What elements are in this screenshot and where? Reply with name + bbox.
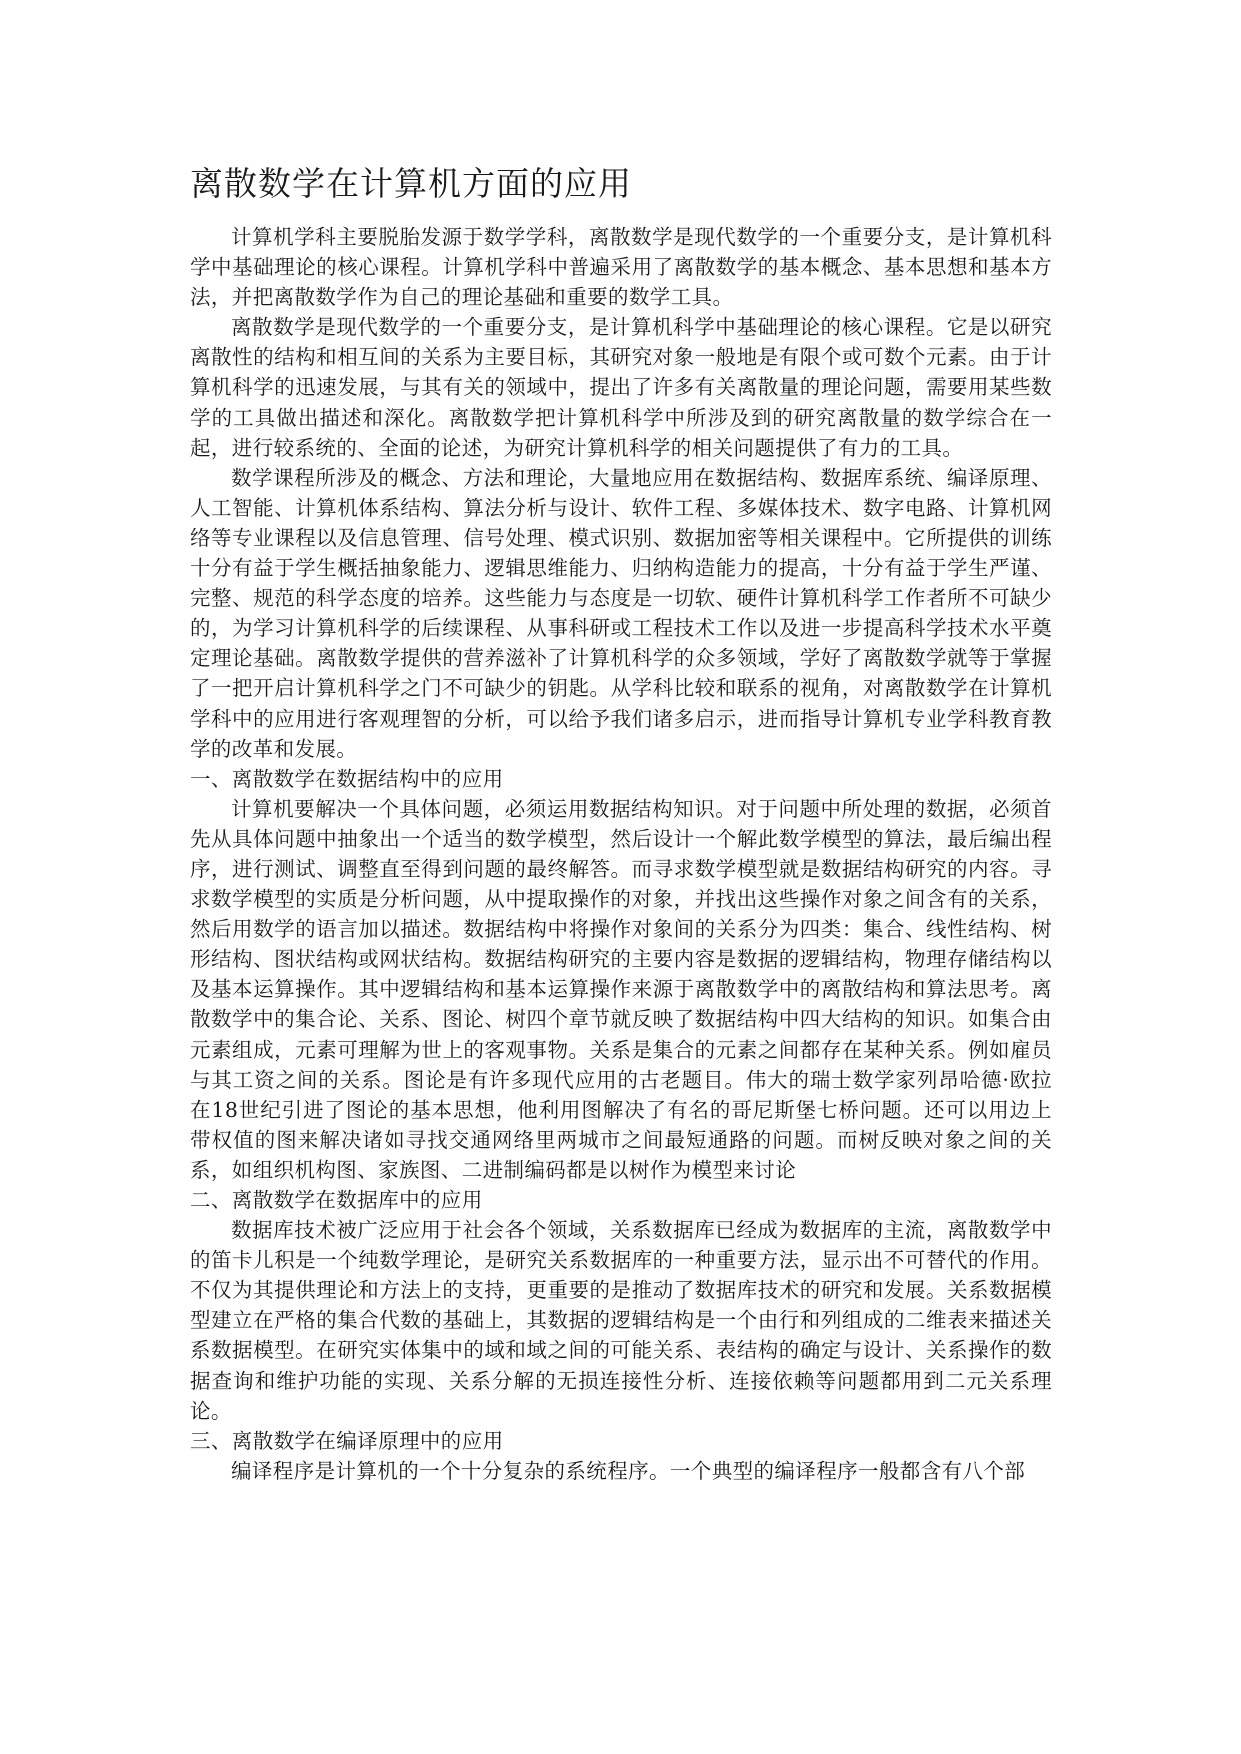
document-page	[190, 160, 1052, 1486]
intro-paragraph-1: 计算机学科主要脱胎发源于数学学科，离散数学是现代数学的一个重要分支，是计算机科学中基础理论的核心课程。计算机学科中普遍采用了离散数学的基本概念、基本思想和基本方法，并把离散数学作为自己的理论基础和重要的数学工具。	[190, 225, 1052, 310]
intro-paragraph-3: 数学课程所涉及的概念、方法和理论，大量地应用在数据结构、数据库系统、编译原理、人工智能、计算机体系结构、算法分析与设计、软件工程、多媒体技术、数字电路、计算机网络等专业课程以及信息管理、信号处理、模式识别、数据加密等相关课程中。它所提供的训练十分有益于学生概括抽象能力、逻辑思维能力、归纳构造能力的提高，十分有益于学生严谨、完整、规范的科学态度的培养。这些能力与态度是一切软、硬件计算机科学工作者所不可缺少的，为学习计算机科学的后续课程、从事科研或工程技术工作以及进一步提高科学技术水平奠定理论基础。离散数学提供的营养滋补了计算机科学的众多领域，学好了离散数学就等于掌握了一把开启计算机科学之门不可缺少的钥匙。从学科比较和联系的视角，对离散数学在计算机学科中的应用进行客观理智的分析，可以给予我们诸多启示，进而指导计算机专业学科教育教学的改革和发展。	[190, 465, 1052, 761]
section-heading-data-structures: 一、离散数学在数据结构中的应用	[190, 766, 504, 791]
section-paragraph-databases: 数据库技术被广泛应用于社会各个领域，关系数据库已经成为数据库的主流，离散数学中的笛卡儿积是一个纯数学理论，是研究关系数据库的一种重要方法，显示出不可替代的作用。不仅为其提供理论和方法上的支持，更重要的是推动了数据库技术的研究和发展。关系数据模型建立在严格的集合代数的基础上，其数据的逻辑结构是一个由行和列组成的二维表来描述关系数据模型。在研究实体集中的域和域之间的可能关系、表结构的确定与设计、关系操作的数据查询和维护功能的实现、关系分解的无损连接性分析、连接依赖等问题都用到二元关系理论。	[190, 1218, 1052, 1423]
document-title: 离散数学在计算机方面的应用	[190, 164, 632, 203]
section-paragraph-data-structures: 计算机要解决一个具体问题，必须运用数据结构知识。对于问题中所处理的数据，必须首先从具体问题中抽象出一个适当的数学模型，然后设计一个解此数学模型的算法，最后编出程序，进行测试、调整直至得到问题的最终解答。而寻求数学模型就是数据结构研究的内容。寻求数学模型的实质是分析问题，从中提取操作的对象，并找出这些操作对象之间含有的关系，然后用数学的语言加以描述。数据结构中将操作对象间的关系分为四类：集合、线性结构、树形结构、图状结构或网状结构。数据结构研究的主要内容是数据的逻辑结构，物理存储结构以及基本运算操作。其中逻辑结构和基本运算操作来源于离散数学中的离散结构和算法思考。离散数学中的集合论、关系、图论、树四个章节就反映了数据结构中四大结构的知识。如集合由元素组成，元素可理解为世上的客观事物。关系是集合的元素之间都存在某种关系。例如雇员与其工资之间的关系。图论是有许多现代应用的古老题目。伟大的瑞士数学家列昂哈德·欧拉在18世纪引进了图论的基本思想，他利用图解决了有名的哥尼斯堡七桥问题。还可以用边上带权值的图来解决诸如寻找交通网络里两城市之间最短通路的问题。而树反映对象之间的关系，如组织机构图、家族图、二进制编码都是以树作为模型来讨论	[190, 796, 1052, 1182]
section-heading-compilers: 三、离散数学在编译原理中的应用	[190, 1428, 504, 1453]
section-heading-databases: 二、离散数学在数据库中的应用	[190, 1188, 483, 1212]
intro-paragraph-2: 离散数学是现代数学的一个重要分支，是计算机科学中基础理论的核心课程。它是以研究离散性的结构和相互间的关系为主要目标，其研究对象一般地是有限个或可数个元素。由于计算机科学的迅速发展，与其有关的领域中，提出了许多有关离散量的理论问题，需要用某些数学的工具做出描述和深化。离散数学把计算机科学中所涉及到的研究离散量的数学综合在一起，进行较系统的、全面的论述，为研究计算机科学的相关问题提供了有力的工具。	[190, 315, 1052, 460]
section-paragraph-compilers: 编译程序是计算机的一个十分复杂的系统程序。一个典型的编译程序一般都含有八个部	[231, 1458, 1026, 1483]
